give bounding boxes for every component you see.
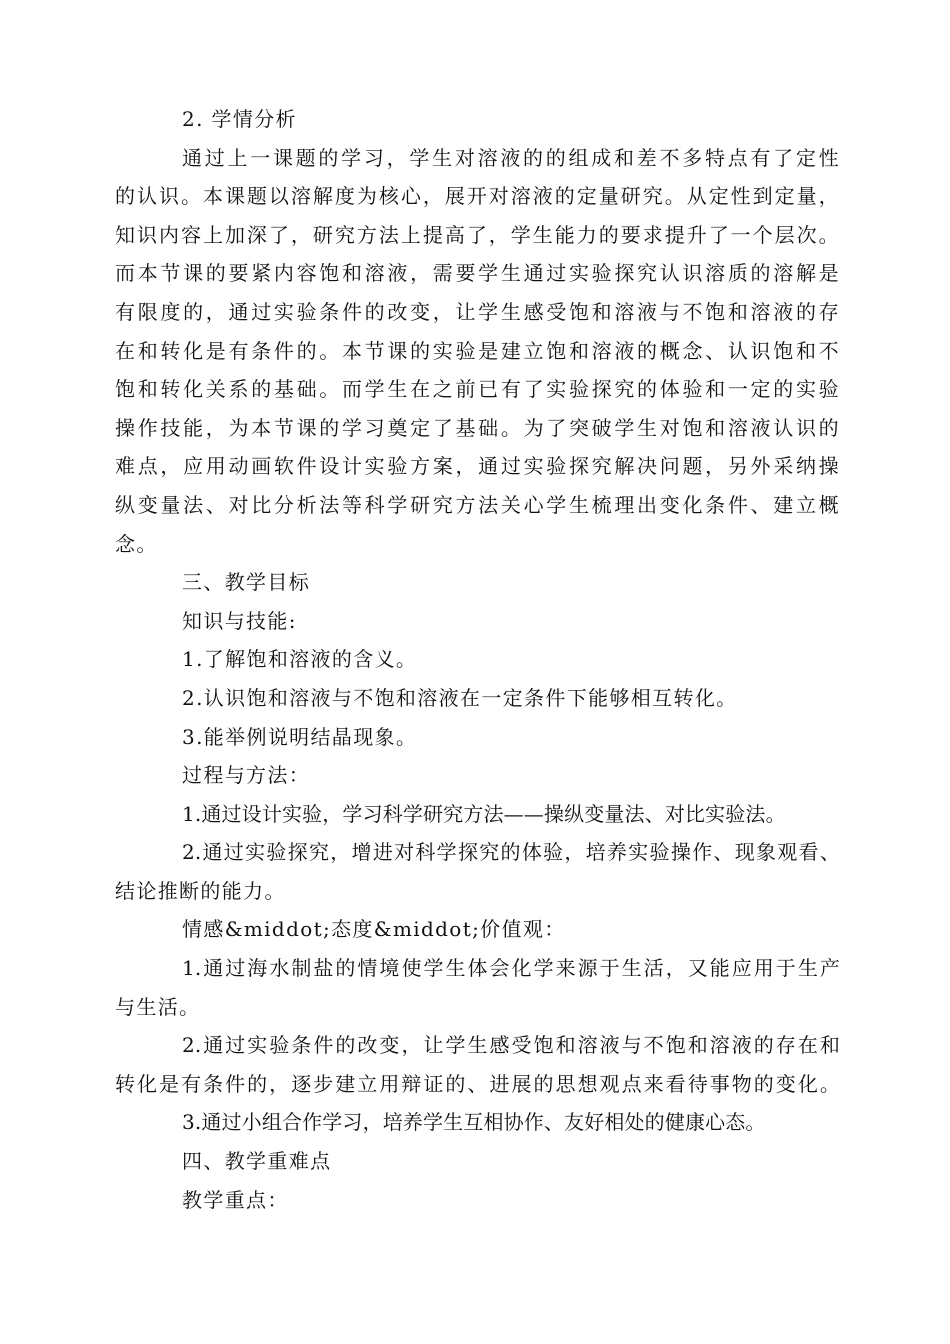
list-item-continuation: 结论推断的能力。 [115,878,286,903]
paragraph-line: 纵变量法、对比分析法等科学研究方法关心学生梳理出变化条件、建立概 [115,492,840,517]
list-item-continuation: 转化是有条件的，逐步建立用辩证的、进展的思想观点来看待事物的变化。 [115,1071,840,1096]
list-item: 2.通过实验条件的改变，让学生感受饱和溶液与不饱和溶液的存在和 [182,1033,840,1058]
paragraph-line: 知识内容上加深了，研究方法上提高了，学生能力的要求提升了一个层次。 [115,222,840,247]
list-item-continuation: 与生活。 [115,994,201,1019]
subheading-teaching-focus: 教学重点： [182,1187,289,1212]
paragraph-line: 念。 [115,531,158,556]
list-item: 3.通过小组合作学习，培养学生互相协作、友好相处的健康心态。 [182,1110,766,1135]
paragraph-line: 的认识。本课题以溶解度为核心，展开对溶液的定量研究。从定性到定量， [115,184,840,209]
list-item: 2.通过实验探究，增进对科学探究的体验，培养实验操作、现象观看、 [182,840,840,865]
list-item: 1.通过海水制盐的情境使学生体会化学来源于生活，又能应用于生产 [182,956,840,981]
list-item: 2.认识饱和溶液与不饱和溶液在一定条件下能够相互转化。 [182,685,738,710]
section-heading-learning-analysis: 2. 学情分析 [182,107,297,131]
subheading-process-methods: 过程与方法： [182,763,311,788]
paragraph-line: 通过上一课题的学习，学生对溶液的的组成和差不多特点有了定性 [182,145,840,170]
subheading-emotion-attitude-values: 情感&middot;态度&middot;价值观： [182,917,566,942]
section-heading-teaching-key-points: 四、教学重难点 [182,1149,332,1174]
section-heading-teaching-goals: 三、教学目标 [182,570,311,595]
paragraph-line: 在和转化是有条件的。本节课的实验是建立饱和溶液的概念、认识饱和不 [115,338,840,363]
list-item: 3.能举例说明结晶现象。 [182,724,418,749]
list-item: 1.通过设计实验，学习科学研究方法——操纵变量法、对比实验法。 [182,801,786,826]
list-item: 1.了解饱和溶液的含义。 [182,647,418,672]
paragraph-line: 饱和转化关系的基础。而学生在之前已有了实验探究的体验和一定的实验 [115,377,840,402]
paragraph-line: 而本节课的要紧内容饱和溶液，需要学生通过实验探究认识溶质的溶解是 [115,261,840,286]
paragraph-line: 难点，应用动画软件设计实验方案，通过实验探究解决问题，另外采纳操 [115,454,840,479]
subheading-knowledge-skills: 知识与技能: [182,608,297,633]
paragraph-line: 操作技能，为本节课的学习奠定了基础。为了突破学生对饱和溶液认识的 [115,415,840,440]
document-body [115,100,840,1219]
paragraph-line: 有限度的，通过实验条件的改变，让学生感受饱和溶液与不饱和溶液的存 [115,299,840,324]
